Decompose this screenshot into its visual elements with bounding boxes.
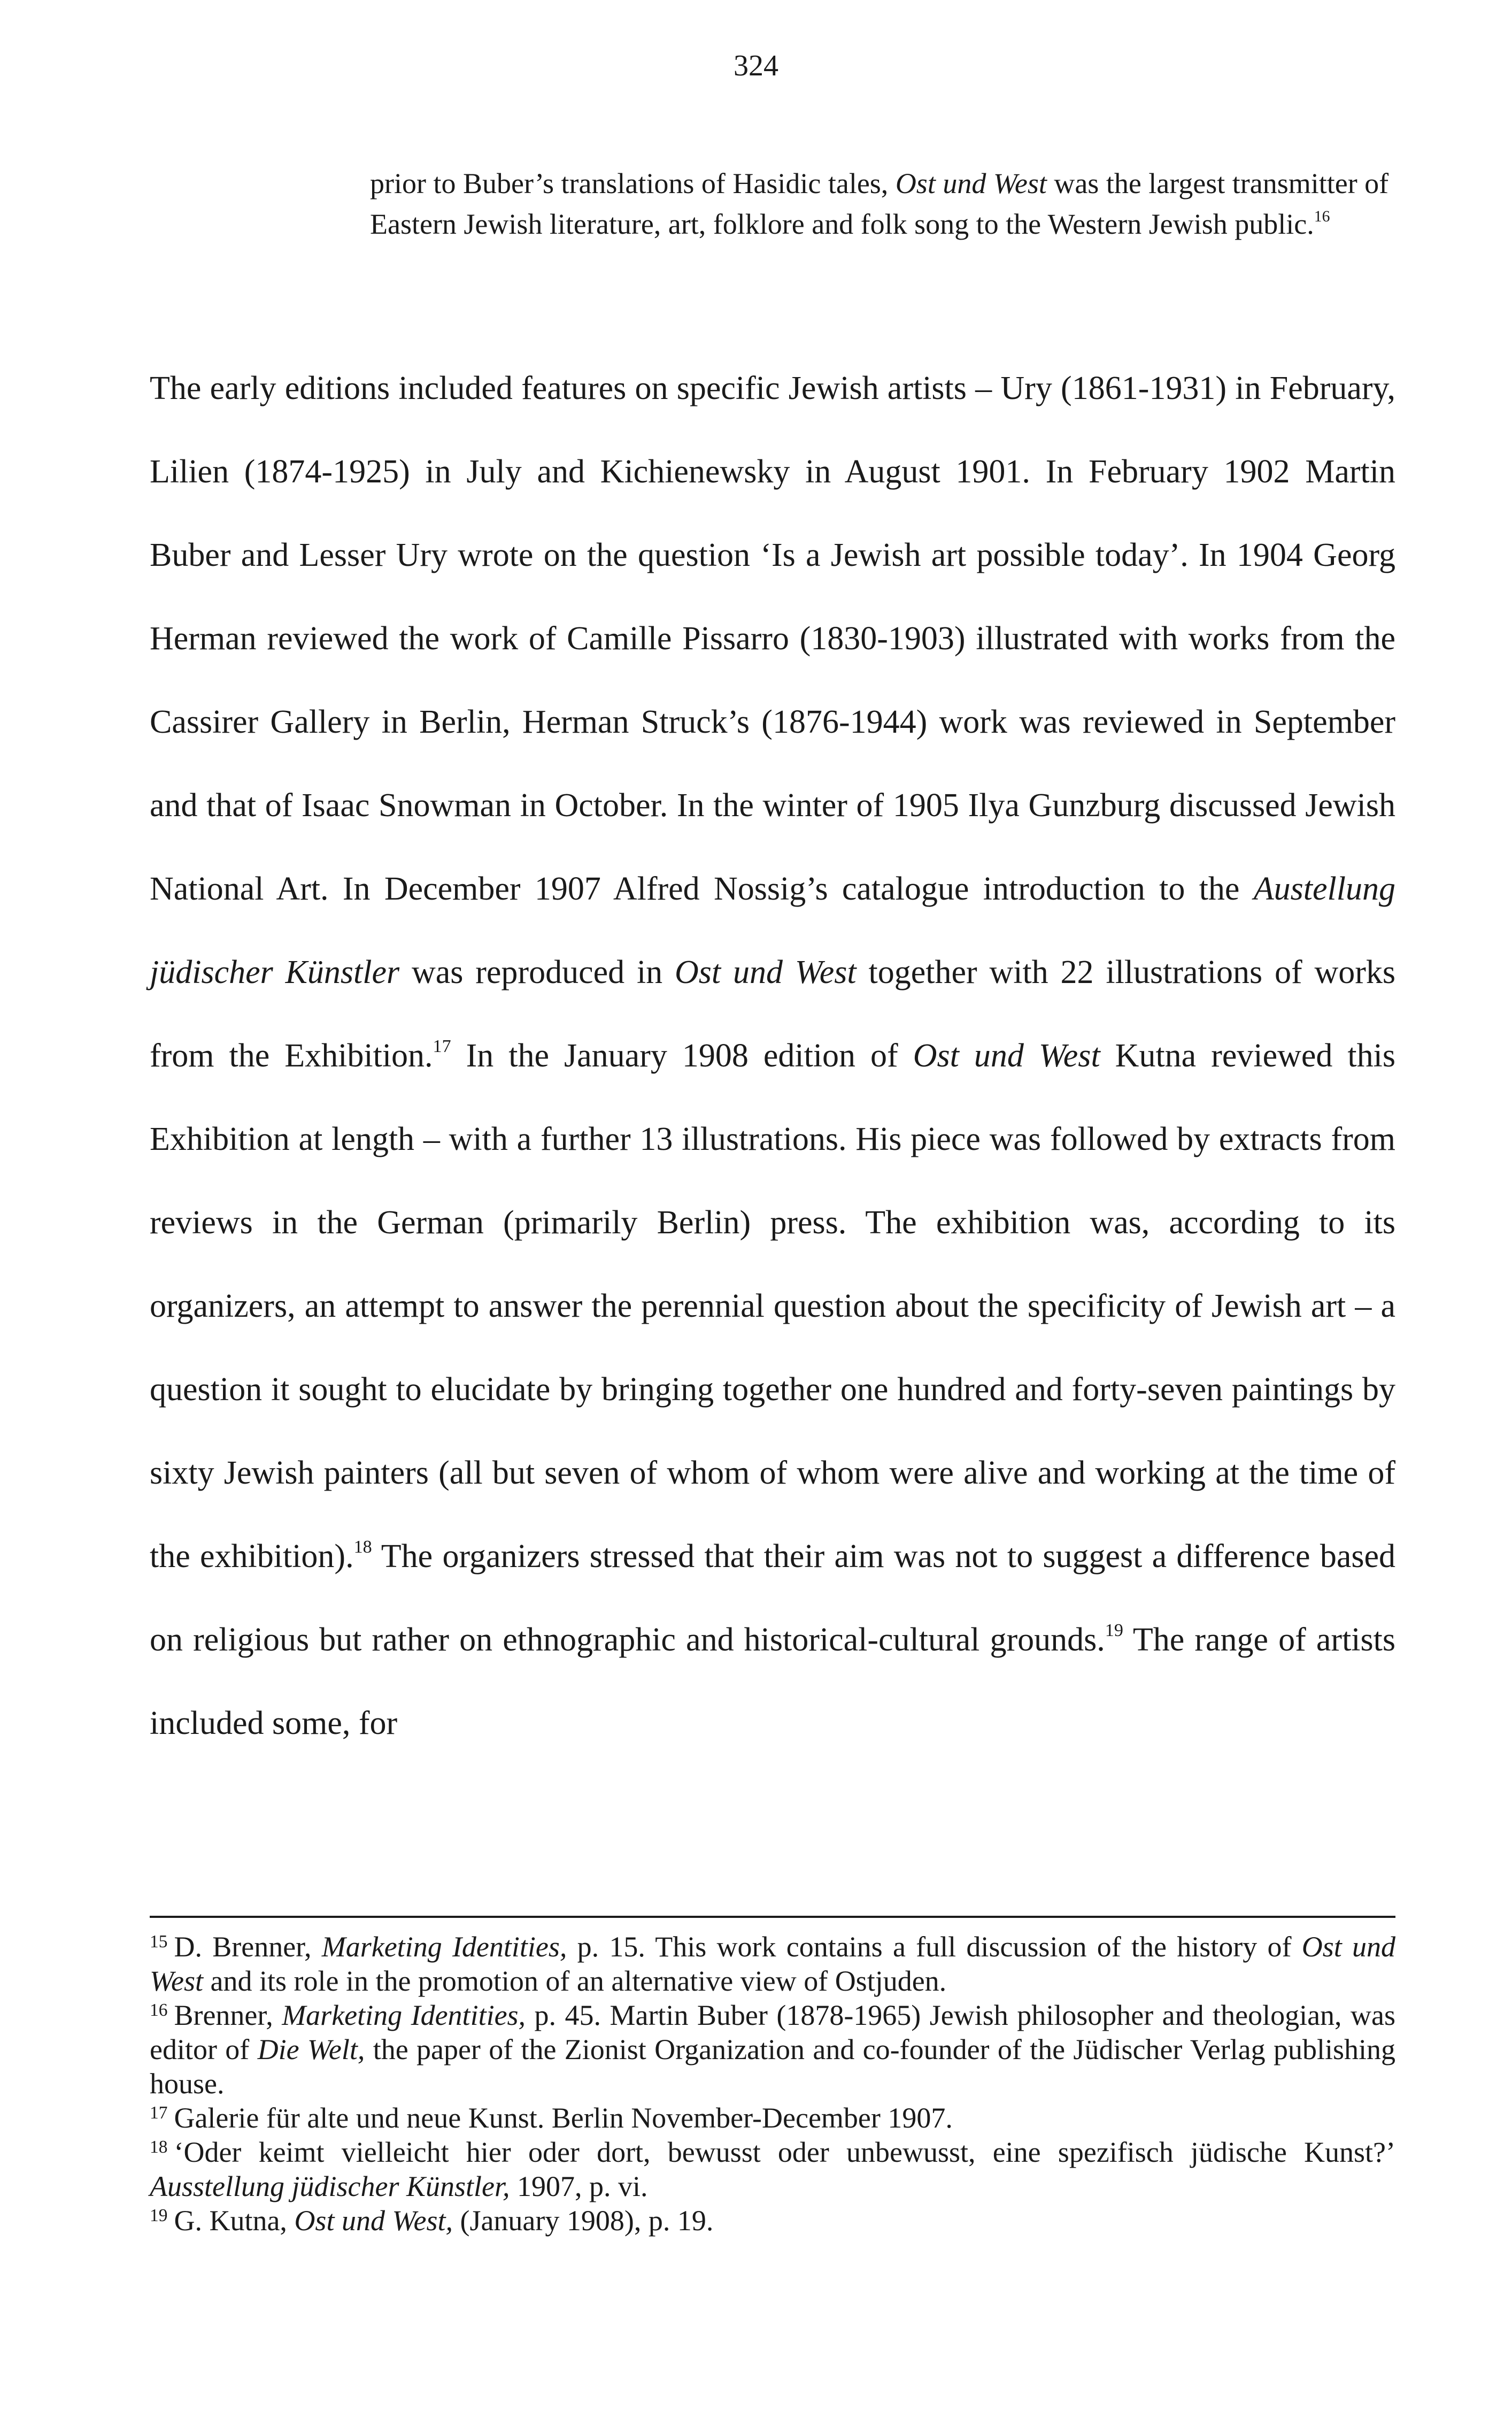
footnote-text: p. 15. This work contains a full discussion of the history of: [567, 1931, 1302, 1963]
exhibition-title: Austellung jüdischer Künstler: [150, 871, 1395, 991]
footnote-text: (January 1908), p. 19.: [452, 2205, 714, 2237]
footnote-number: 17: [150, 2102, 168, 2123]
footnote-text: ‘Oder keimt vielleicht hier oder dort, bewusst oder unbewusst, eine spezifisch jüdische Kunst?’: [174, 2136, 1395, 2168]
block-quote: [370, 163, 1402, 244]
footnote-text: Galerie für alte und neue Kunst. Berlin November-December 1907.: [174, 2102, 953, 2134]
footnote-text: p. 45. Martin Buber (1878-1965) Jewish philosopher and theologian, was editor of: [150, 1999, 1395, 2066]
footnote-text: Brenner,: [174, 1999, 282, 2031]
footnote-number: 15: [150, 1931, 168, 1952]
footnote-italic: Ost und West,: [294, 2205, 453, 2237]
quote-text: was the largest transmitter of Eastern Jewish literature, art, folklore and folk song to the Western Jewish public.: [370, 167, 1389, 240]
footnote-15: [150, 1930, 1395, 1998]
footnote-number: 19: [150, 2205, 168, 2225]
footnote-ref-17[interactable]: 17: [433, 1036, 451, 1057]
footnote-text: the paper of the Zionist Organization and co-founder of the Jüdischer Verlag publishing house.: [150, 2033, 1395, 2100]
footnote-number: 18: [150, 2137, 168, 2157]
footnote-ref-18[interactable]: 18: [353, 1537, 372, 1557]
journal-title: Ost und West: [913, 1038, 1100, 1074]
footnote-italic: Marketing Identities,: [321, 1931, 567, 1963]
footnote-italic: Marketing Identities,: [282, 1999, 526, 2031]
journal-title: Ost und West: [675, 954, 857, 991]
body-text-run: In the January 1908 edition of: [451, 1038, 913, 1074]
body-text-run: The range of artists included some, for: [150, 1622, 1396, 1741]
footnote-text: G. Kutna,: [174, 2205, 295, 2237]
footnote-italic: Die Welt,: [257, 2033, 365, 2066]
footnotes-section: [150, 1930, 1395, 2238]
body-paragraph: [150, 347, 1395, 1765]
footnote-text: 1907, p. vi.: [510, 2170, 648, 2202]
body-text-run: Kutna reviewed this Exhibition at length – with a further 13 illustrations. His piece was followed by extracts from reviews in the German (primarily Berlin) press. The exhibition was, according to its organizers, an attempt to answer the perennial question about the specificity of Jewish art – a question it sought to elucidate by bringing together one hundred and forty-seven paintings by sixty Jewish painters (all but seven of whom of whom were alive and working at the time of the exhibition).: [150, 1038, 1395, 1575]
footnote-text: and its role in the promotion of an alternative view of Ostjuden.: [203, 1965, 947, 1997]
footnote-number: 16: [150, 2000, 168, 2020]
footnote-text: D. Brenner,: [174, 1931, 322, 1963]
body-text-run: The organizers stressed that their aim was not to suggest a difference based on religious but rather on ethnographic and historical-cultural grounds.: [150, 1538, 1395, 1658]
quote-journal-title: Ost und West: [895, 167, 1047, 199]
page-number: 324: [734, 49, 778, 82]
footnote-italic: Ausstellung jüdischer Künstler,: [150, 2170, 510, 2202]
footnote-ref-19[interactable]: 19: [1105, 1621, 1123, 1641]
footnote-19: [150, 2203, 1395, 2238]
footnote-divider: [150, 1916, 1395, 1918]
quote-text: prior to Buber’s translations of Hasidic tales,: [370, 167, 896, 199]
footnote-ref-16[interactable]: 16: [1314, 208, 1330, 225]
body-text-run: together with 22 illustrations of works from the Exhibition.: [150, 954, 1395, 1074]
footnote-17: [150, 2101, 1395, 2135]
footnote-italic: Ost und West: [150, 1931, 1395, 1997]
body-text-run: The early editions included features on specific Jewish artists – Ury (1861-1931) in February, Lilien (1874-1925) in July and Kichienewsky in August 1901. In February 1902 Martin Buber and Lesser Ury wrote on the question ‘Is a Jewish art possible today’. In 1904 Georg Herman reviewed the work of Camille Pissarro (1830-1903) illustrated with works from the Cassirer Gallery in Berlin, Herman Struck’s (1876-1944) work was reviewed in September and that of Isaac Snowman in October. In the winter of 1905 Ilya Gunzburg discussed Jewish National Art. In December 1907 Alfred Nossig’s catalogue introduction to the: [150, 370, 1395, 907]
footnote-18: [150, 2135, 1395, 2203]
body-text-run: was reproduced in: [399, 954, 675, 991]
footnote-16: [150, 1998, 1395, 2101]
